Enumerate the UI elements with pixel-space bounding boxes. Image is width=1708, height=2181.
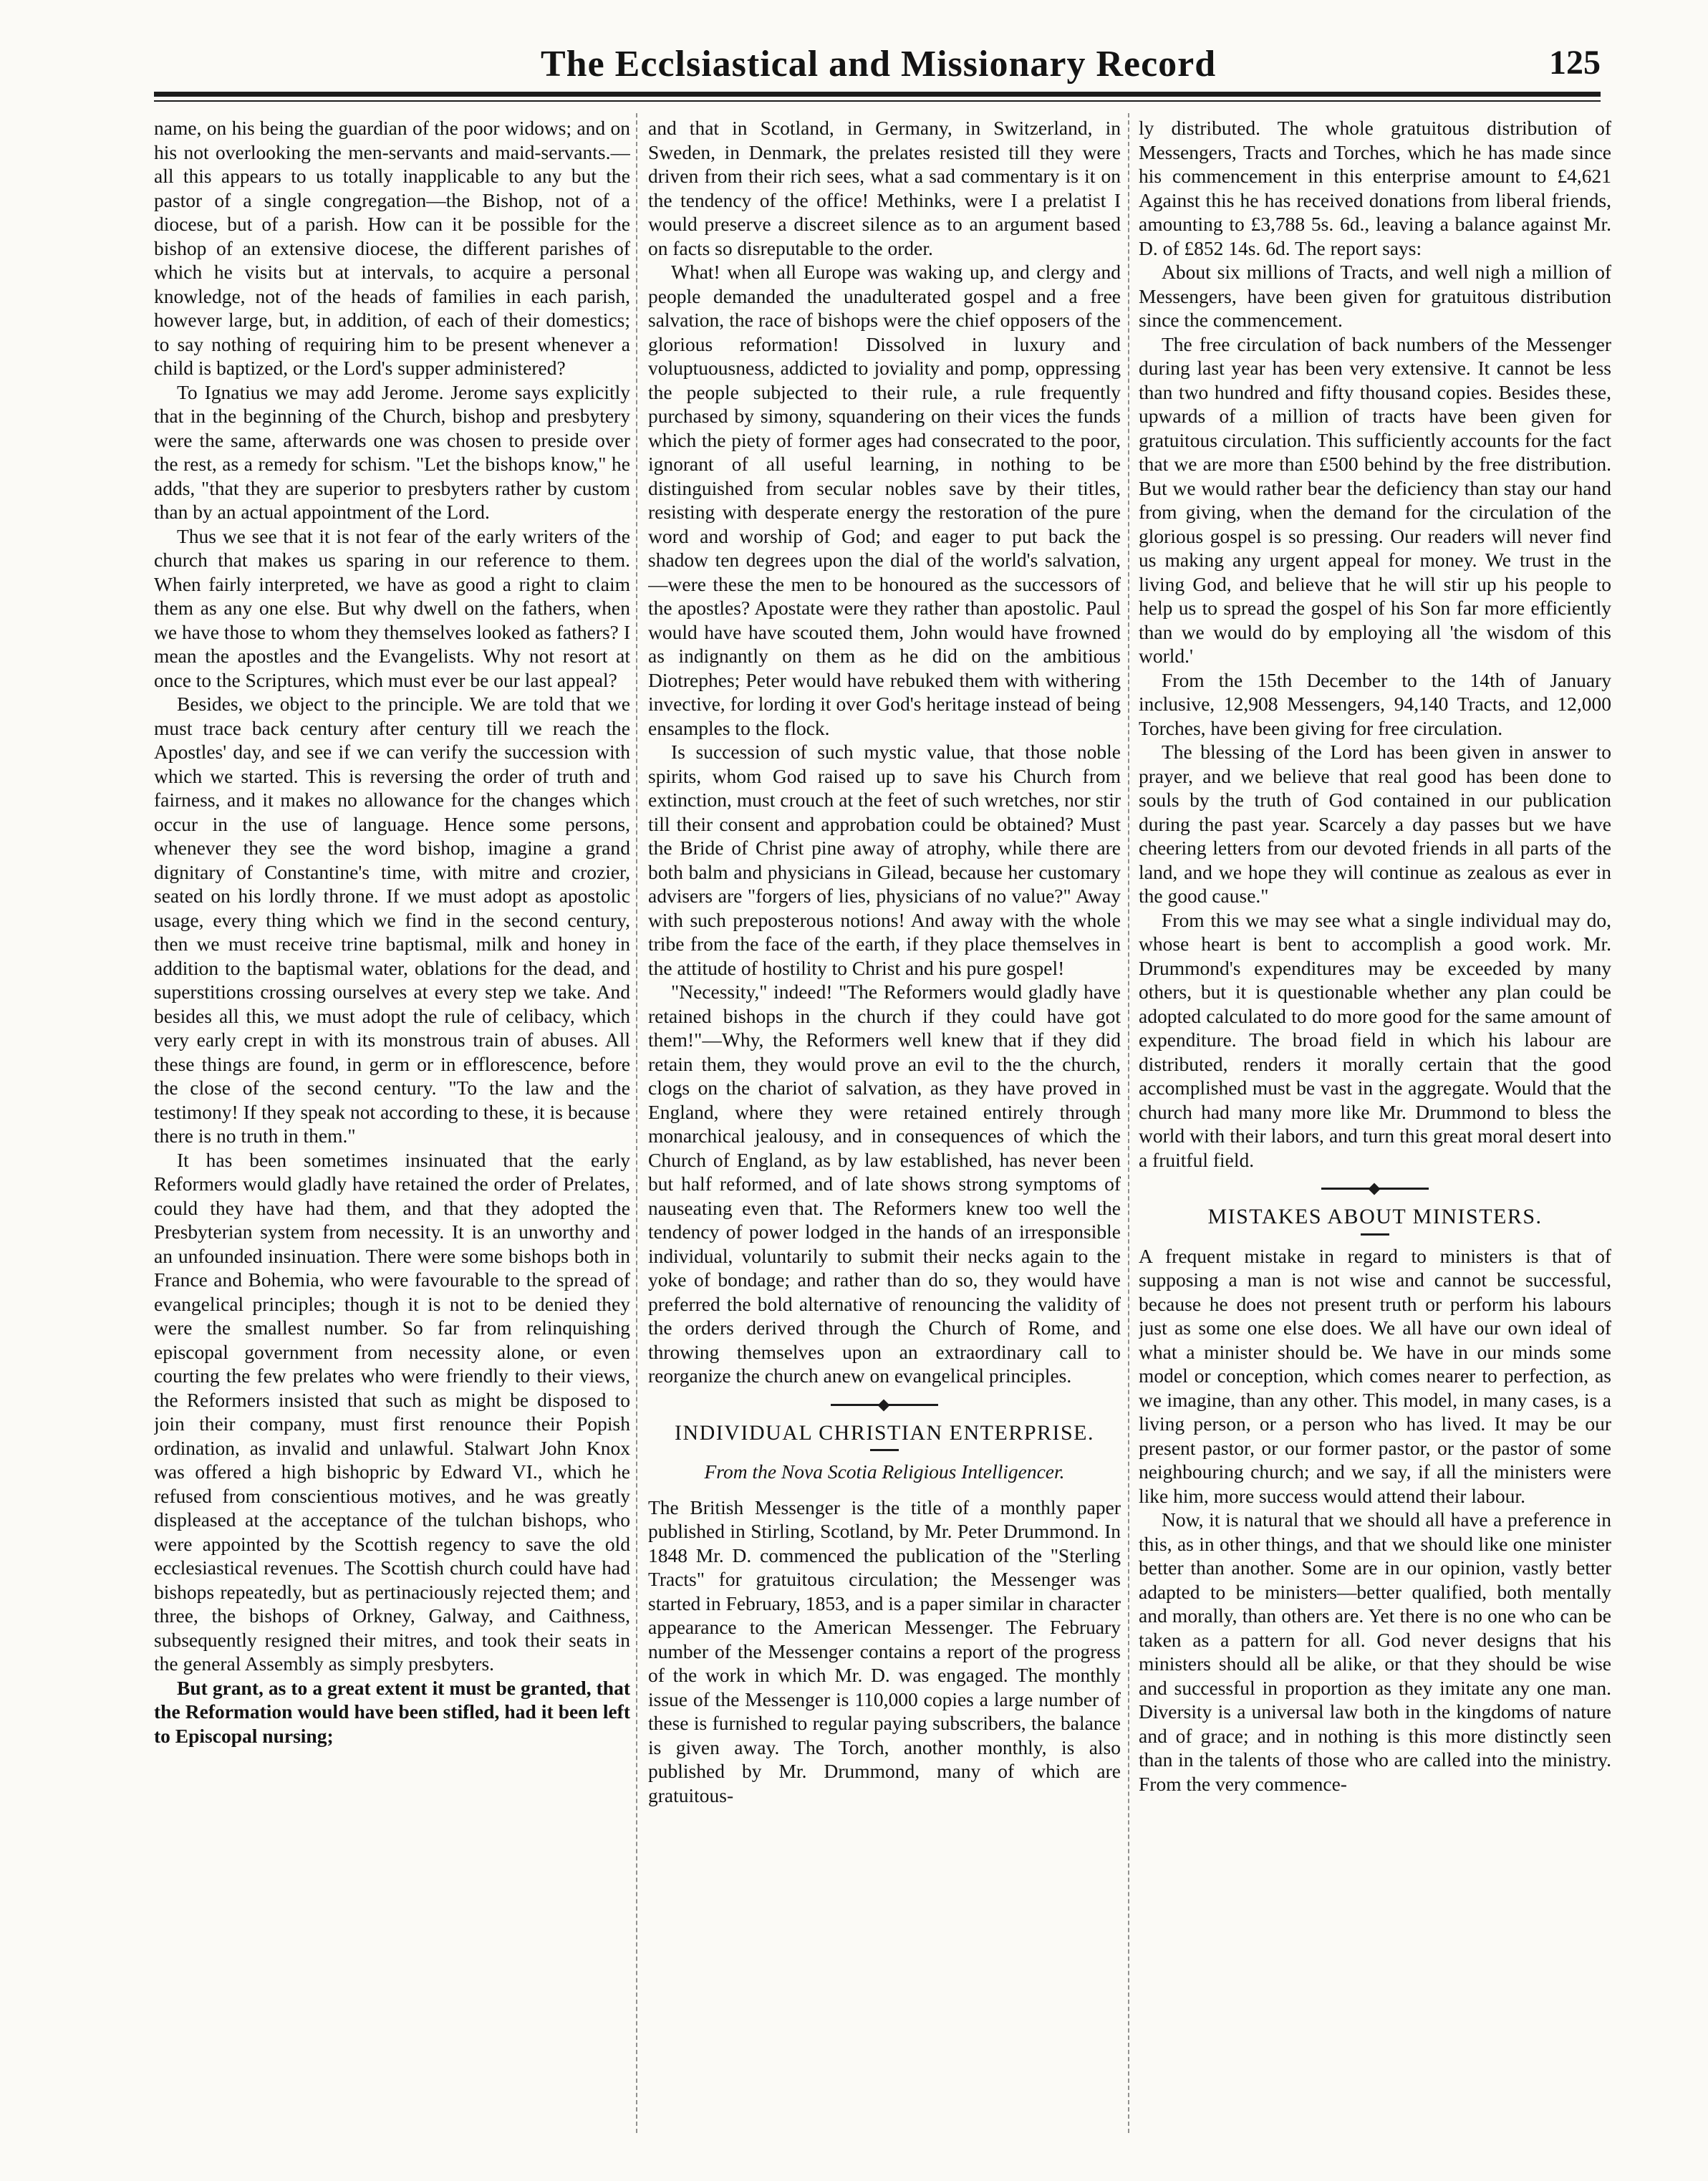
paragraph: Is succession of such mystic value, that those noble spirits, whom God raised up to save his Church from extinction, must crouch at the feet of such wretches, nor stir till their consent and approbation could be obtained? Must the Bride of Christ pine away of atrophy, while there are both balm and physicians in Gilead, because her customary advisers are "forgers of lies, physicians of no value?" Away with such preposterous notions! And away with the whole tribe from the face of the earth, if they place themselves in the attitude of hostility to Christ and his pure gospel! bbox=[648, 741, 1121, 979]
paragraph: From this we may see what a single individual may do, whose heart is bent to accomplish a good work. Mr. Drummond's expenditures may be exceeded by many others, but it is questionable whether any plan could be adopted calculated to do more good for the same amount of expenditure. The broad field in which his labour are distributed, renders it morally certain that the good accomplished must be vast in the aggregate. Would that the church had many more like Mr. Drummond to bless the world with their labors, and turn this great moral desert into a fruitful field. bbox=[1139, 908, 1611, 1171]
paragraph: Thus we see that it is not fear of the early writers of the church that makes us sparing in our reference to them. When fairly interpreted, we have as good a right to claim them as any one else. But why dwell on the fathers, when we have those to whom they themselves looked as fathers? I mean the apostles and the Evangelists. Why not resort at once to the Scriptures, which must ever be our last appeal? bbox=[154, 524, 630, 691]
header-rule-thick bbox=[154, 92, 1601, 97]
paragraph: To Ignatius we may add Jerome. Jerome says explicitly that in the beginning of the Church, bishop and presbytery were the same, afterwards one was chosen to preside over the rest, as a remedy for schism. "Let the bishops know," he adds, "that they are superior to presbyters rather by custom than by an actual appointment of the Lord. bbox=[154, 380, 630, 523]
paragraph: Now, it is natural that we should all have a preference in this, as in other things, and that we should like one minister better than another. Some are in our opinion, vastly better adapted to be ministers—better qualified, both mentally and morally, than others are. Yet there is no one who can be taken as a pattern for all. God never designs that his ministers should all be alike, or that they should be wise and successful in proportion as they imitate any one man. Diversity is a universal law both in the kingdoms of nature and of grace; and in nothing is this more distinctly seen than in the talents of those who are called into the ministry. From the very commence- bbox=[1139, 1508, 1611, 1795]
section-ornament bbox=[1321, 1185, 1429, 1192]
section-ornament bbox=[831, 1401, 938, 1408]
paragraph: About six millions of Tracts, and well nigh a million of Messengers, have been given for gratuitous distribution since the commencement. bbox=[1139, 261, 1611, 331]
column-2 bbox=[648, 116, 1121, 2143]
short-rule bbox=[1361, 1233, 1389, 1236]
short-rule bbox=[870, 1449, 899, 1451]
article-heading: MISTAKES ABOUT MINISTERS. bbox=[1207, 1205, 1543, 1228]
header-rule-thin bbox=[154, 100, 1601, 102]
article-heading: INDIVIDUAL CHRISTIAN ENTERPRISE. bbox=[674, 1420, 1095, 1445]
paragraph: The British Messenger is the title of a monthly paper published in Stirling, Scotland, by Mr. Peter Drummond. In 1848 Mr. D. commenced the publication of the "Sterling Tracts" for gratuitous circulation; the Messenger was started in February, 1853, and is a paper similar in character appearance to the American Messenger. The February number of the Messenger contains a report of the progress of the work in which Mr. D. was engaged. The monthly issue of the Messenger is 110,000 copies a large number of these is furnished to regular paying subscribers, the balance is given away. The Torch, another monthly, is also published by Mr. Drummond, many of which are gratuitous- bbox=[648, 1496, 1121, 1806]
page-number: 125 bbox=[1549, 44, 1601, 82]
page-header bbox=[154, 40, 1601, 90]
paragraph: But grant, as to a great extent it must be granted, that the Reformation would have been stifled, had it been left to Episcopal nursing; bbox=[154, 1676, 630, 1747]
paragraph: and that in Scotland, in Germany, in Switzerland, in Sweden, in Denmark, the prelates resisted till they were driven from their rich sees, what a sad commentary is it on the tendency of the office! Methinks, were I a prelatist I would preserve a discreet silence as to an argument based on facts so disreputable to the order. bbox=[648, 117, 1121, 259]
column-divider bbox=[636, 113, 639, 2133]
column-3 bbox=[1139, 116, 1611, 2143]
running-title: The Ecclsiastical and Missionary Record bbox=[541, 44, 1217, 85]
paragraph: A frequent mistake in regard to ministers is that of supposing a man is not wise and cannot be successful, because he does not present truth or perform his labours just as some one else does. We all have our own ideal of what a minister should be. We have in our minds some model or conception, which comes nearer to perfection, as we imagine, than any other. This model, in many cases, is a living person, or a person who has lived. It may be our present pastor, or our former pastor, or the pastor of some neighbouring church; and we say, if all the ministers were like him, more success would attend their labour. bbox=[1139, 1244, 1611, 1507]
article-source: From the Nova Scotia Religious Intelligencer. bbox=[704, 1460, 1065, 1483]
column-1 bbox=[154, 116, 630, 2143]
column-divider bbox=[1128, 113, 1131, 2133]
paragraph: The free circulation of back numbers of the Messenger during last year has been very extensive. It cannot be less than two hundred and fifty thousand copies. Besides these, upwards of a million of tracts have been given for gratuitous circulation. This sufficiently accounts for the fact that we are more than £500 behind by the free distribution. But we would rather bear the deficiency than stay our hand from giving, when the demand for the circulation of the glorious gospel is so pressing. Our readers will never find us making any urgent appeal for money. We trust in the living God, and believe that he will stir up his people to help us to spread the gospel of his Son far more efficiently than we would do by employing all 'the wisdom of this world.' bbox=[1139, 332, 1611, 667]
paragraph: From the 15th December to the 14th of January inclusive, 12,908 Messengers, 94,140 Tracts, and 12,000 Torches, have been giving for free circulation. bbox=[1139, 668, 1611, 739]
paragraph: The blessing of the Lord has been given in answer to prayer, and we believe that real good has been done to souls by the truth of God contained in our publication during the past year. Scarcely a day passes but we have cheering letters from our devoted friends in all parts of the land, and we hope they will continue as zealous as ever in the good cause." bbox=[1139, 741, 1611, 907]
paragraph: name, on his being the guardian of the poor widows; and on his not overlooking the men-servants and maid-servants.—all this appears to us totally inapplicable to any but the pastor of a single congregation—the Bishop, not of a diocese, but of a parish. How can it be possible for the bishop of an extensive diocese, the different parishes of which he visits but at intervals, to acquire a personal knowledge, not of the heads of families in each parish, however large, but, in addition, of each of their domestics; to say nothing of requiring him to be present whenever a child is baptized, or the Lord's supper administered? bbox=[154, 117, 630, 379]
paragraph: "Necessity," indeed! "The Reformers would gladly have retained bishops in the church if they could have got them!"—Why, the Reformers well knew that if they did retain them, they would prove an evil to the the church, clogs on the chariot of salvation, as they have proved in England, where they were retained entirely through monarchical jealousy, and in consequences of which the Church of England, as by law established, has never been but half reformed, and of late shows strong symptoms of nauseating even that. The Reformers knew too well the tendency of power lodged in the hands of an irresponsible individual, voluntarily to submit their necks again to the yoke of bondage; and rather than do so, they would have preferred the bold alternative of renouncing the validity of the orders derived through the Church of Rome, and throwing themselves upon an extraordinary call to reorganize the church anew on evangelical principles. bbox=[648, 981, 1121, 1387]
paragraph: It has been sometimes insinuated that the early Reformers would gladly have retained the order of Prelates, could they have had them, and that they adopted the Presbyterian system from necessity. It is an unworthy and an unfounded insinuation. There were some bishops both in France and Bohemia, who were favourable to the spread of evangelical principles; though it is not to be denied they were the smallest number. So far from relinquishing episcopal government from necessity alone, or even courting the few prelates who were friendly to their views, the Reformers insisted that such as might be disposed to join their company, must first renounce their Popish ordination, as invalid and unlawful. Stalwart John Knox was offered a high bishopric by Edward VI., which he refused from conscientious motives, and he was greatly displeased at the acceptance of the tulchan bishops, who were appointed by the Scottish regency to save the old ecclesiastical revenues. The Scottish church could have had bishops repeatedly, but as pertinaciously rejected them; and three, the bishops of Orkney, Galway, and Caithness, subsequently resigned their mitres, and took their seats in the general Assembly as simply presbyters. bbox=[154, 1148, 630, 1675]
paragraph: What! when all Europe was waking up, and clergy and people demanded the unadulterated gospel and a free salvation, the race of bishops were the chief opposers of the glorious reformation! Dissolved in luxury and voluptuousness, addicted to joviality and pomp, oppressing the people subjected to their rule, a rule frequently purchased by simony, squandering on their vices the funds which the piety of former ages had consecrated to the poor, ignorant of all useful learning, in nothing to be distinguished from secular nobles save by their titles, resisting with desperate energy the restoration of the pure word and worship of God; and eager to put back the shadow ten degrees upon the dial of the world's salvation,—were these the men to be honoured as the successors of the apostles? Apostate were they rather than apostolic. Paul would have have scouted them, John would have frowned as indignantly on them as he did on the ambitious Diotrephes; Peter would have rebuked them with withering invective, for lording it over God's heritage instead of being ensamples to the flock. bbox=[648, 261, 1121, 739]
paragraph: ly distributed. The whole gratuitous distribution of Messengers, Tracts and Torches, which he has made since his commencement in this enterprise amount to £4,621 Against this he has received donations from liberal friends, amounting to £3,788 5s. 6d., leaving a balance against Mr. D. of £852 14s. 6d. The report says: bbox=[1139, 117, 1611, 259]
paragraph: Besides, we object to the principle. We are told that we must trace back century after century till we reach the Apostles' day, and see if we can verify the succession with which we started. This is reversing the order of truth and fairness, and it makes no allowance for the changes which occur in the use of language. Hence some persons, whenever they see the word bishop, imagine a grand dignitary of Constantine's time, with mitre and crozier, seated on his lordly throne. If we must adopt as apostolic usage, every thing which we find in the second century, then we must receive trine baptismal, milk and honey in addition to the baptismal water, oblations for the dead, and superstitions crossing ourselves at every step we take. And besides all this, we must adopt the rule of celibacy, which very early crept in with its monstrous train of abuses. All these things are found, in germ or in efflorescence, before the close of the second century. "To the law and the testimony! If they speak not according to these, it is because there is no truth in them." bbox=[154, 693, 630, 1147]
